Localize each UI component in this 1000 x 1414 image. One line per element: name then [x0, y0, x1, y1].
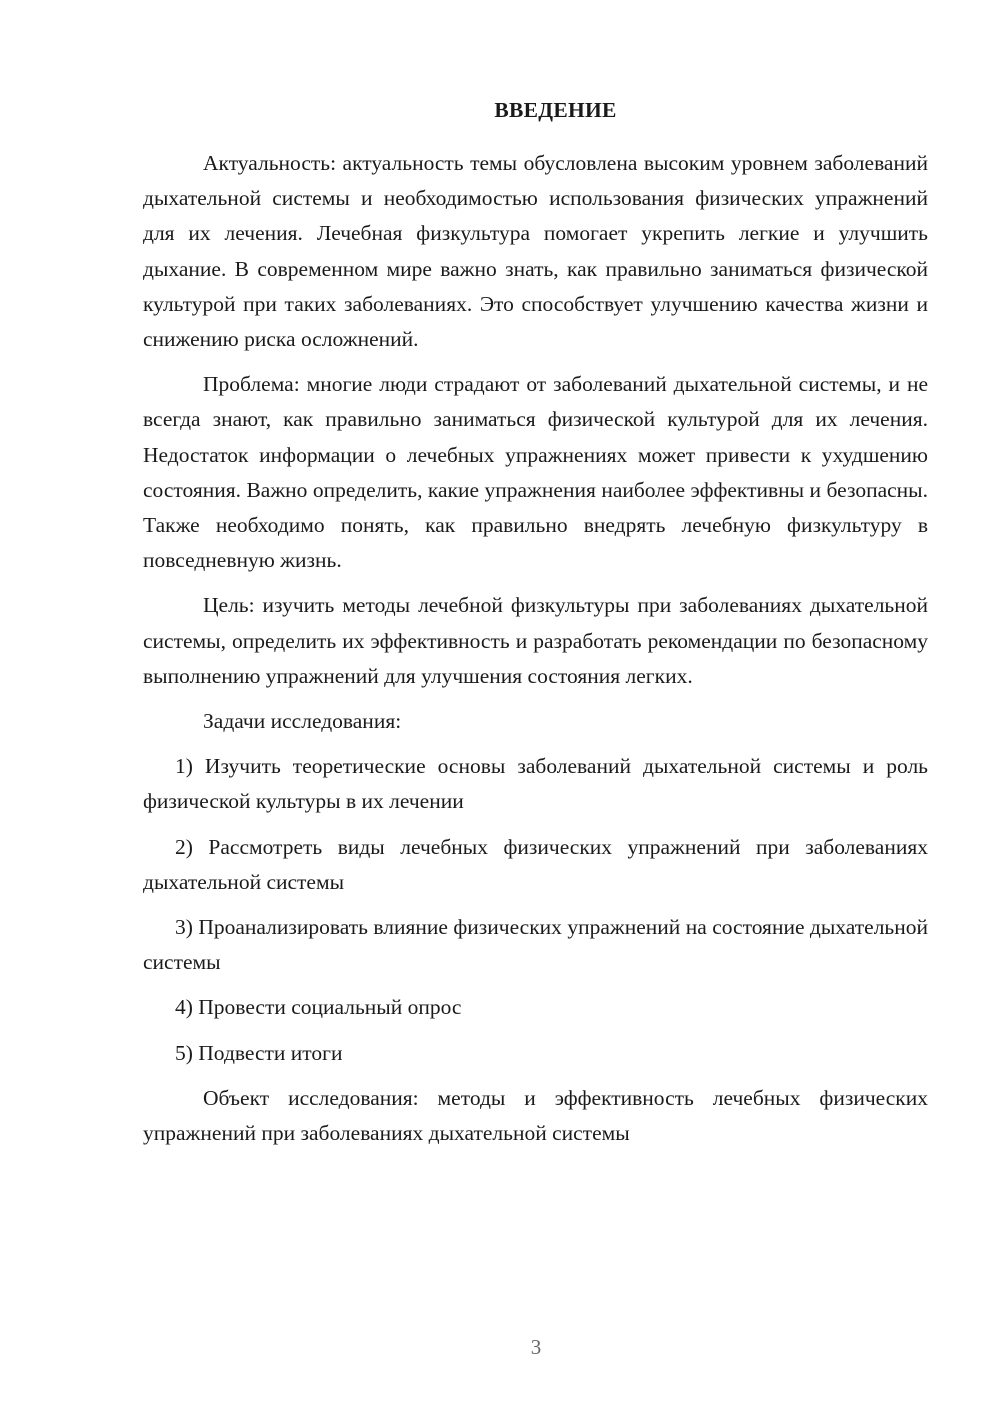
- task-item-4: 4) Провести социальный опрос: [175, 995, 462, 1020]
- tasks-heading: Задачи исследования:: [203, 709, 402, 734]
- paragraph-relevance: Актуальность: актуальность темы обусловлена высоким уровнем заболеваний дыхательной системы и необходимостью использования физических упражнений для их лечения. Лечебная физкультура помогает укрепить легкие и улучшить дыхание. В современном мире важно знать, как правильно заниматься физической культурой при таких заболеваниях. Это способствует улучшению качества жизни и снижению риска осложнений.: [143, 151, 928, 352]
- page-title: ВВЕДЕНИЕ: [494, 98, 617, 122]
- page-number: 3: [530, 1335, 542, 1359]
- task-item-1: 1) Изучить теоретические основы заболеваний дыхательной системы и роль физической культуры в их лечении: [143, 754, 928, 814]
- task-item-5: 5) Подвести итоги: [175, 1040, 343, 1065]
- task-item-2: 2) Рассмотреть виды лечебных физических упражнений при заболеваниях дыхательной системы: [143, 834, 928, 894]
- page-content: [143, 96, 928, 1161]
- task-item-3: 3) Проанализировать влияние физических упражнений на состояние дыхательной системы: [143, 915, 928, 975]
- paragraph-goal: Цель: изучить методы лечебной физкультуры при заболеваниях дыхательной системы, определить их эффективность и разработать рекомендации по безопасному выполнению упражнений для улучшения состояния легких.: [143, 593, 928, 688]
- paragraph-object: Объект исследования: методы и эффективность лечебных физических упражнений при заболеваниях дыхательной системы: [143, 1085, 928, 1146]
- paragraph-problem: Проблема: многие люди страдают от заболеваний дыхательной системы, и не всегда знают, как правильно заниматься физической культурой для их лечения. Недостаток информации о лечебных упражнениях может привести к ухудшению состояния. Важно определить, какие упражнения наиболее эффективны и безопасны. Также необходимо понять, как правильно внедрять лечебную физкультуру в повседневную жизнь.: [143, 372, 928, 573]
